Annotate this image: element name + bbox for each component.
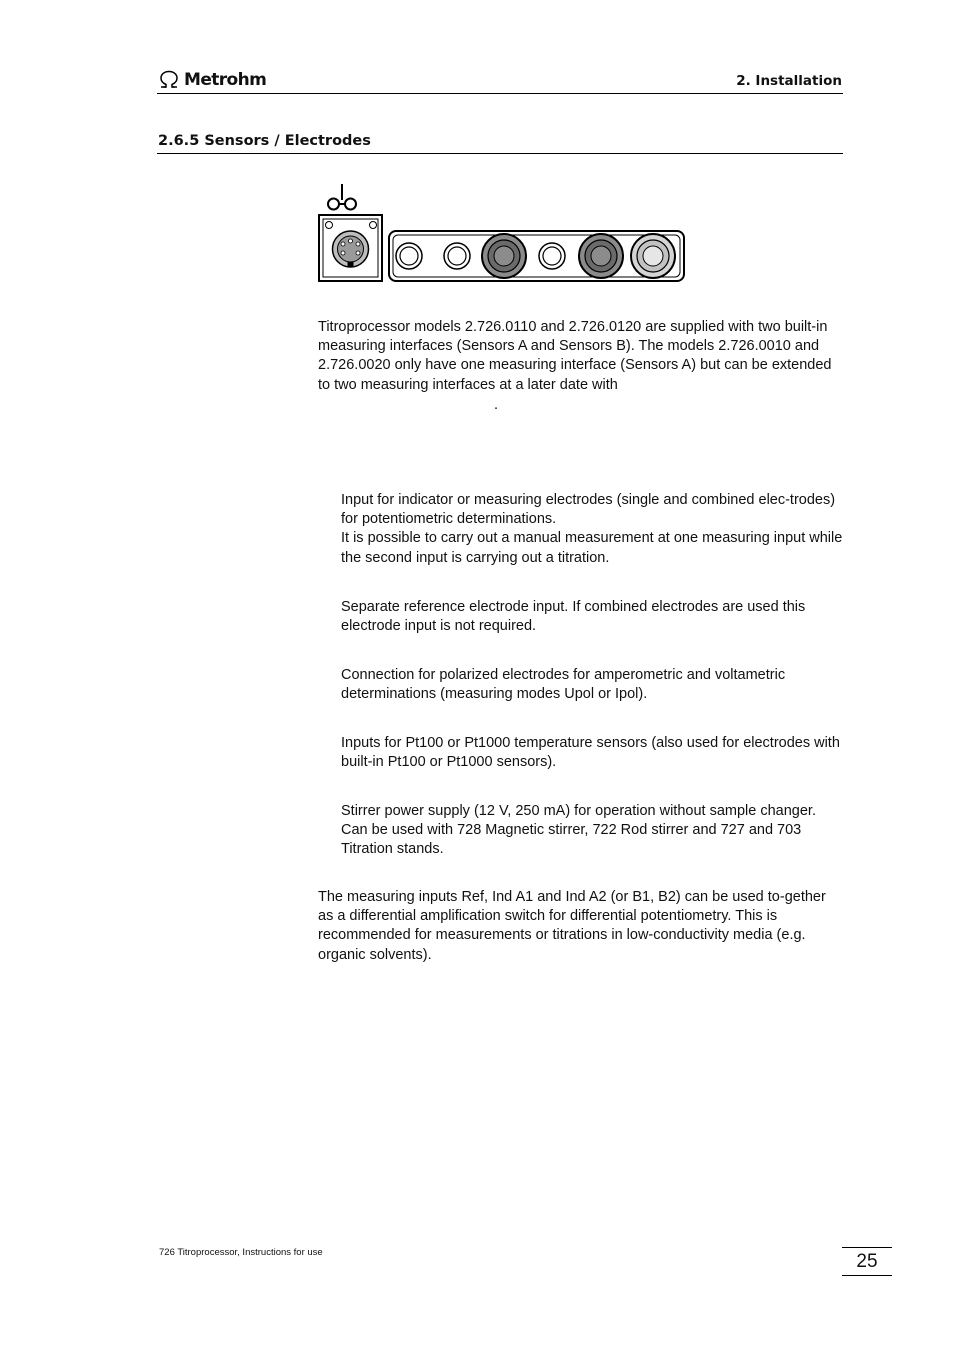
page-number: 25	[856, 1251, 878, 1272]
electrode-socket-icon	[579, 234, 623, 278]
metrohm-logo	[158, 68, 268, 92]
description-indicator-electrode: Input for indicator or measuring electrodes (single and combined elec-trodes) for potentiometric determinations. It is possible to carry out a manual measurement at one measuring input while the second input is carrying out a titration.	[341, 492, 843, 566]
header-rule	[157, 93, 843, 94]
sensor-panel-figure	[312, 178, 692, 288]
description-reference-electrode: Separate reference electrode input. If combined electrodes are used this electrode input is not required.	[341, 599, 806, 635]
logo-text: Metrohm	[184, 70, 267, 90]
description-stirrer-power: Stirrer power supply (12 V, 250 mA) for operation without sample changer. Can be used with 728 Magnetic stirrer, 722 Rod stirrer and 727 and 703 Titration stands.	[341, 803, 816, 858]
intro-trailing-period: .	[494, 397, 499, 413]
intro-paragraph: Titroprocessor models 2.726.0110 and 2.726.0120 are supplied with two built-in measuring interfaces (Sensors A and Sensors B). The models 2.726.0010 and 2.726.0020 only have one measuring interface (Sensors A) but can be extended to two measuring interfaces at a later date with	[318, 319, 832, 393]
electrode-socket-icon	[539, 243, 565, 269]
stirrer-din-socket-icon	[319, 215, 382, 281]
electrode-socket-icon	[631, 234, 675, 278]
page-number-rule-top	[842, 1247, 892, 1248]
page-number-rule-bottom	[842, 1275, 892, 1276]
closing-paragraph: The measuring inputs Ref, Ind A1 and Ind A2 (or B1, B2) can be used to-gether as a differential amplification switch for differential potentiometry. This is recommended for measurements or titrations in low-conductivity media (e.g. organic solvents).	[318, 889, 826, 963]
stirrer-symbol-icon	[328, 184, 356, 210]
description-temperature-sensor: Inputs for Pt100 or Pt1000 temperature sensors (also used for electrodes with built-in Pt100 or Pt1000 sensors).	[341, 735, 840, 771]
description-polarized-electrode: Connection for polarized electrodes for amperometric and voltametric determinations (measuring modes Upol or Ipol).	[341, 667, 786, 703]
electrode-socket-icon	[396, 243, 422, 269]
footer-doc-title: 726 Titroprocessor, Instructions for use	[159, 1247, 323, 1258]
section-heading: 2.6.5 Sensors / Electrodes	[158, 133, 371, 149]
header-section-title: 2. Installation	[736, 73, 842, 89]
electrode-socket-icon	[444, 243, 470, 269]
section-rule	[157, 153, 843, 154]
electrode-socket-icon	[482, 234, 526, 278]
omega-logo-icon	[158, 70, 180, 90]
